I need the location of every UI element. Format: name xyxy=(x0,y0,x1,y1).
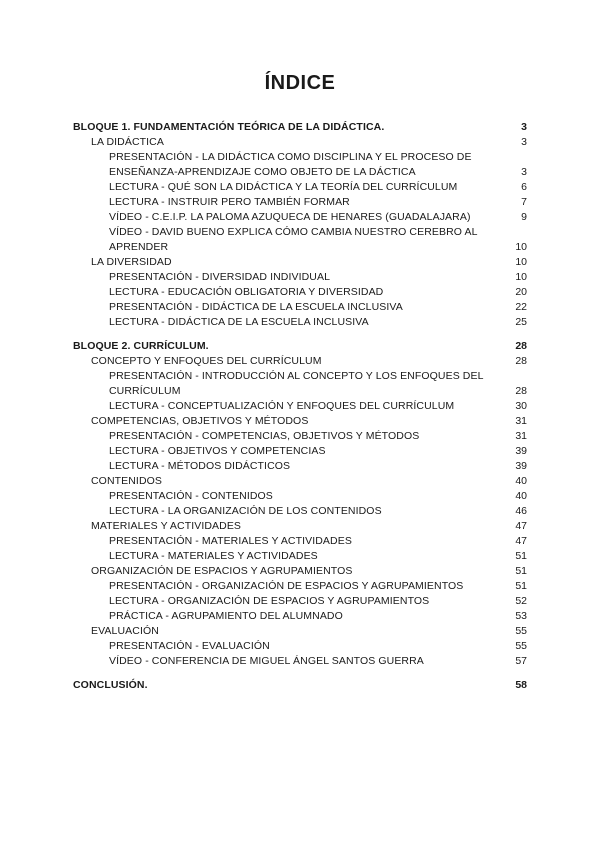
page-title: ÍNDICE xyxy=(264,72,336,94)
toc-entry-title: PRESENTACIÓN - EVALUACIÓN xyxy=(109,640,270,652)
toc-entry-title: BLOQUE 1. FUNDAMENTACIÓN TEÓRICA DE LA DIDÁCTICA. xyxy=(73,121,385,133)
toc-entry-page: 51 xyxy=(515,565,527,577)
toc-entry[interactable] xyxy=(73,369,527,399)
toc-entry-page: 25 xyxy=(515,316,527,328)
toc-entry-title: LECTURA - LA ORGANIZACIÓN DE LOS CONTENIDOS xyxy=(109,505,382,517)
toc-entry-page: 53 xyxy=(515,610,527,622)
toc-entry-title: PRESENTACIÓN - INTRODUCCIÓN AL CONCEPTO Y LOS ENFOQUES DEL CURRÍCULUM xyxy=(109,370,484,397)
toc-entry[interactable] xyxy=(73,678,527,693)
toc-entry-page: 55 xyxy=(515,625,527,637)
toc-entry-page: 52 xyxy=(515,595,527,607)
toc-entry-page: 28 xyxy=(515,355,527,367)
toc-entry[interactable] xyxy=(73,120,527,135)
toc-entry[interactable] xyxy=(73,609,527,624)
toc-entry[interactable] xyxy=(73,549,527,564)
toc-entry-title: VÍDEO - DAVID BUENO EXPLICA CÓMO CAMBIA NUESTRO CEREBRO AL APRENDER xyxy=(109,226,478,253)
toc-entry-title: CONCLUSIÓN. xyxy=(73,679,148,691)
toc-entry-title: PRESENTACIÓN - ORGANIZACIÓN DE ESPACIOS Y AGRUPAMIENTOS xyxy=(109,580,464,592)
toc-entry-title: CONCEPTO Y ENFOQUES DEL CURRÍCULUM xyxy=(91,355,322,367)
toc-entry[interactable] xyxy=(73,504,527,519)
toc-entry-title: PRÁCTICA - AGRUPAMIENTO DEL ALUMNADO xyxy=(109,610,343,622)
toc-entry-title: PRESENTACIÓN - COMPETENCIAS, OBJETIVOS Y MÉTODOS xyxy=(109,430,420,442)
toc-entry[interactable] xyxy=(73,639,527,654)
toc-entry-title: LECTURA - QUÉ SON LA DIDÁCTICA Y LA TEORÍA DEL CURRÍCULUM xyxy=(109,181,458,193)
toc-entry[interactable] xyxy=(73,135,527,150)
toc-entry-title: LECTURA - DIDÁCTICA DE LA ESCUELA INCLUSIVA xyxy=(109,316,369,328)
toc-entry-title: LECTURA - OBJETIVOS Y COMPETENCIAS xyxy=(109,445,326,457)
toc-entry-page: 28 xyxy=(515,385,527,397)
toc-entry-page: 3 xyxy=(521,136,527,148)
toc-entry-title: ORGANIZACIÓN DE ESPACIOS Y AGRUPAMIENTOS xyxy=(91,565,353,577)
toc-entry-page: 51 xyxy=(515,550,527,562)
toc-entry[interactable] xyxy=(73,315,527,330)
toc-entry[interactable] xyxy=(73,210,527,225)
toc-entry-title: LECTURA - MÉTODOS DIDÁCTICOS xyxy=(109,460,291,472)
toc-entry-title: LECTURA - EDUCACIÓN OBLIGATORIA Y DIVERSIDAD xyxy=(109,286,384,298)
toc-entry[interactable] xyxy=(73,444,527,459)
toc-entry-page: 47 xyxy=(515,520,527,532)
toc-entry[interactable] xyxy=(73,564,527,579)
toc-entry[interactable] xyxy=(73,534,527,549)
toc-entry[interactable] xyxy=(73,624,527,639)
toc-entry-page: 30 xyxy=(515,400,527,412)
toc-entry-page: 10 xyxy=(515,271,527,283)
toc-entry-title: CONTENIDOS xyxy=(91,475,163,487)
toc-entry-page: 6 xyxy=(521,181,527,193)
toc-entry-page: 55 xyxy=(515,640,527,652)
toc-entry-page: 57 xyxy=(515,655,527,667)
section-gap xyxy=(73,330,527,339)
toc-entry-title: EVALUACIÓN xyxy=(91,625,159,637)
toc-entry[interactable] xyxy=(73,300,527,315)
toc-entry-page: 40 xyxy=(515,475,527,487)
toc-entry-title: PRESENTACIÓN - CONTENIDOS xyxy=(109,490,273,502)
toc-entry-page: 46 xyxy=(515,505,527,517)
toc-entry[interactable] xyxy=(73,519,527,534)
toc-entry-page: 31 xyxy=(515,415,527,427)
toc-entry[interactable] xyxy=(73,285,527,300)
toc-entry-title: LECTURA - ORGANIZACIÓN DE ESPACIOS Y AGRUPAMIENTOS xyxy=(109,595,430,607)
toc-entry[interactable] xyxy=(73,270,527,285)
toc-entry-page: 20 xyxy=(515,286,527,298)
toc-entry-page: 39 xyxy=(515,445,527,457)
toc-entry-title: MATERIALES Y ACTIVIDADES xyxy=(91,520,242,532)
section-gap xyxy=(73,669,527,678)
toc-entry-title: VÍDEO - CONFERENCIA DE MIGUEL ÁNGEL SANTOS GUERRA xyxy=(109,655,424,667)
toc-entry-title: PRESENTACIÓN - DIDÁCTICA DE LA ESCUELA INCLUSIVA xyxy=(109,301,403,313)
toc-entry[interactable] xyxy=(73,150,527,180)
toc-entry-page: 58 xyxy=(515,679,527,691)
toc-entry-title: VÍDEO - C.E.I.P. LA PALOMA AZUQUECA DE HENARES (GUADALAJARA) xyxy=(109,211,471,223)
toc-entry-page: 3 xyxy=(521,121,527,133)
toc-entry-page: 7 xyxy=(521,196,527,208)
toc-entry-title: PRESENTACIÓN - MATERIALES Y ACTIVIDADES xyxy=(109,535,352,547)
toc-entry-page: 9 xyxy=(521,211,527,223)
toc-entry-page: 3 xyxy=(521,166,527,178)
toc-entry-page: 22 xyxy=(515,301,527,313)
toc-entry[interactable] xyxy=(73,399,527,414)
toc-entry[interactable] xyxy=(73,255,527,270)
toc-entry[interactable] xyxy=(73,414,527,429)
toc-entry-title: PRESENTACIÓN - DIVERSIDAD INDIVIDUAL xyxy=(109,271,331,283)
toc-entry[interactable] xyxy=(73,579,527,594)
toc-entry-page: 39 xyxy=(515,460,527,472)
toc-entry-title: LECTURA - INSTRUIR PERO TAMBIÉN FORMAR xyxy=(109,196,350,208)
toc-entry-title: LA DIVERSIDAD xyxy=(91,256,172,268)
toc-entry[interactable] xyxy=(73,474,527,489)
toc-entry-page: 10 xyxy=(515,241,527,253)
toc-entry[interactable] xyxy=(73,225,527,255)
toc-entry-title: PRESENTACIÓN - LA DIDÁCTICA COMO DISCIPLINA Y EL PROCESO DE ENSEÑANZA-APRENDIZAJE COMO OBJETO DE LA DÁCTICA xyxy=(109,151,472,178)
toc-entry-title: COMPETENCIAS, OBJETIVOS Y MÉTODOS xyxy=(91,415,309,427)
toc-entry-title: LA DIDÁCTICA xyxy=(91,136,164,148)
toc-entry[interactable] xyxy=(73,339,527,354)
toc-entry[interactable] xyxy=(73,459,527,474)
toc-entry[interactable] xyxy=(73,489,527,504)
toc-entry[interactable] xyxy=(73,195,527,210)
toc-entry[interactable] xyxy=(73,429,527,444)
toc-entry-page: 31 xyxy=(515,430,527,442)
toc-entry[interactable] xyxy=(73,180,527,195)
toc-entry[interactable] xyxy=(73,654,527,669)
toc-entry-page: 28 xyxy=(515,340,527,352)
toc-entry-title: BLOQUE 2. CURRÍCULUM. xyxy=(73,340,209,352)
toc-entry[interactable] xyxy=(73,594,527,609)
table-of-contents xyxy=(73,120,527,693)
toc-entry-page: 47 xyxy=(515,535,527,547)
toc-entry[interactable] xyxy=(73,354,527,369)
toc-entry-title: LECTURA - MATERIALES Y ACTIVIDADES xyxy=(109,550,318,562)
toc-entry-page: 40 xyxy=(515,490,527,502)
toc-entry-page: 10 xyxy=(515,256,527,268)
toc-entry-title: LECTURA - CONCEPTUALIZACIÓN Y ENFOQUES DEL CURRÍCULUM xyxy=(109,400,455,412)
toc-entry-page: 51 xyxy=(515,580,527,592)
